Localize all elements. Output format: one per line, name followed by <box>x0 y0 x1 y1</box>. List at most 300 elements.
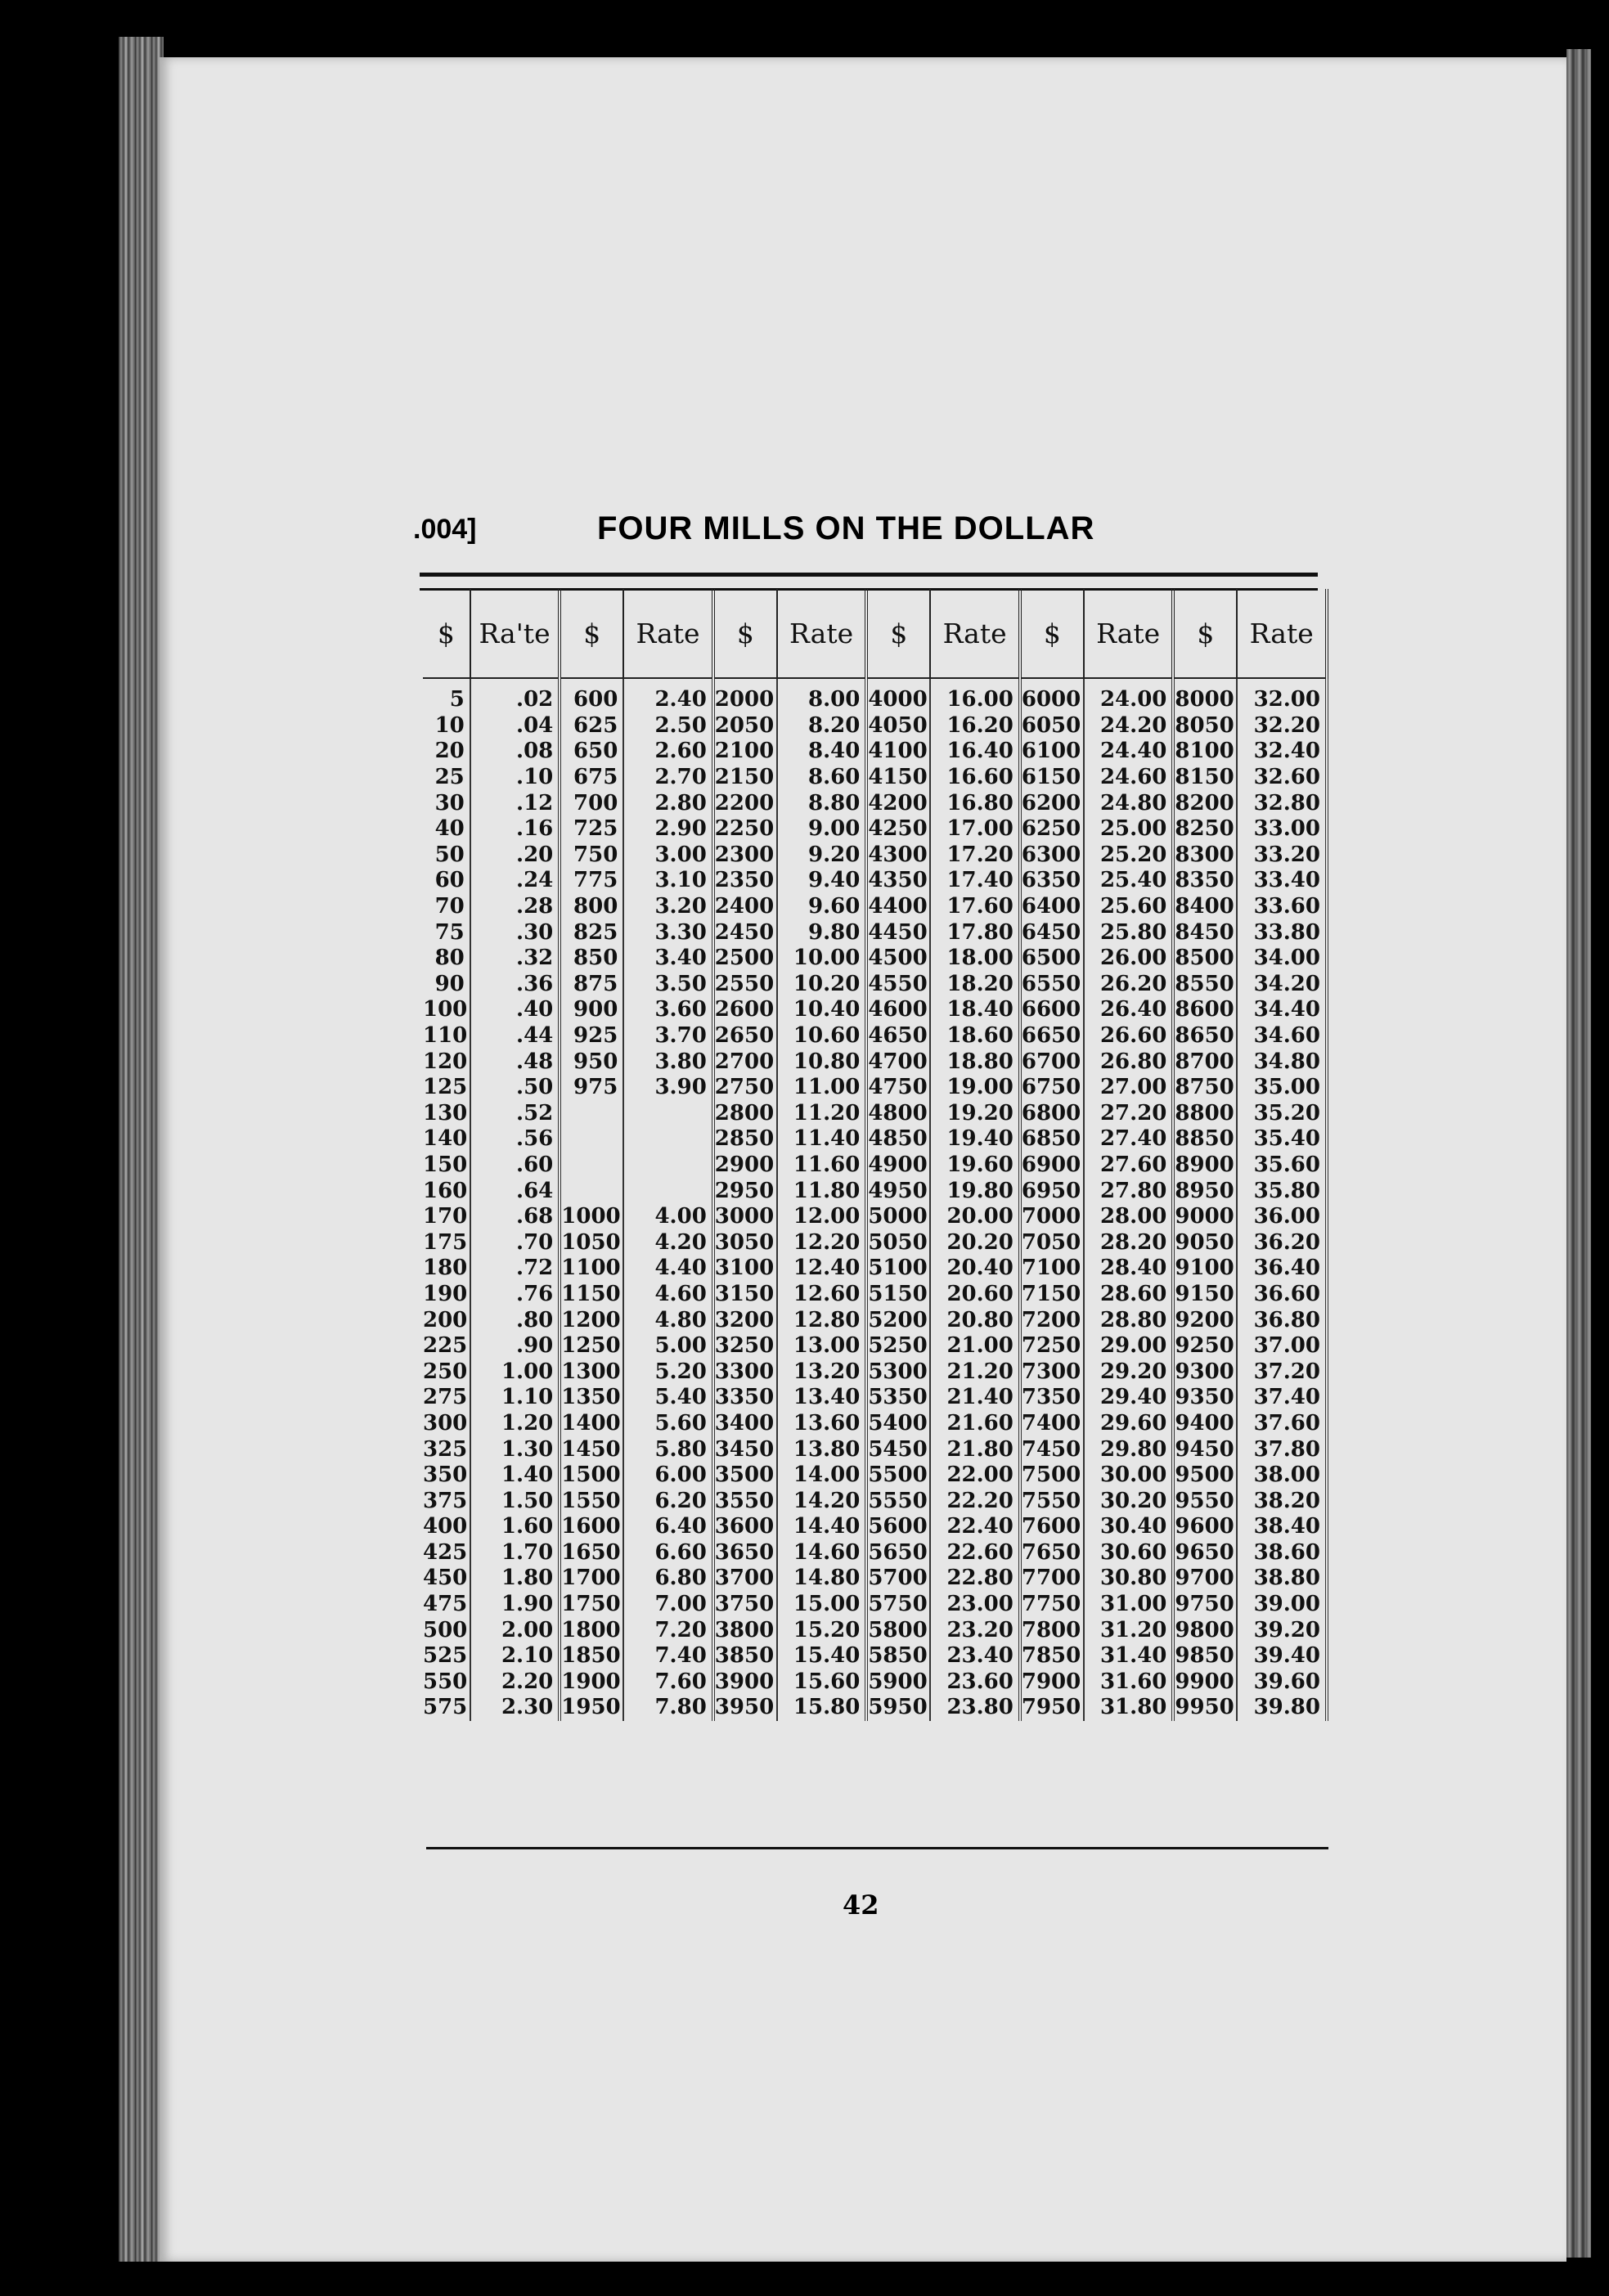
rate-cell: 3.30 <box>623 919 712 946</box>
amount-cell: 7000 <box>1020 1204 1084 1230</box>
rate-cell: 8.00 <box>777 678 866 713</box>
rate-cell: 14.40 <box>777 1514 866 1540</box>
rate-cell: 31.80 <box>1084 1695 1173 1721</box>
amount-cell: 8800 <box>1173 1101 1237 1127</box>
amount-cell: 20 <box>423 739 470 765</box>
rate-cell: 14.00 <box>777 1463 866 1489</box>
amount-cell: 8200 <box>1173 790 1237 816</box>
amount-cell: 2750 <box>713 1075 777 1101</box>
amount-cell: 7150 <box>1020 1282 1084 1308</box>
amount-cell: 250 <box>423 1359 470 1385</box>
rate-cell: 36.40 <box>1237 1256 1327 1282</box>
amount-cell: 9750 <box>1173 1592 1237 1618</box>
amount-cell: 400 <box>423 1514 470 1540</box>
amount-cell: 2650 <box>713 1023 777 1049</box>
rate-table <box>423 589 1328 1721</box>
amount-cell: 3050 <box>713 1229 777 1256</box>
amount-cell: 4100 <box>866 739 930 765</box>
rate-cell: 6.40 <box>623 1514 712 1540</box>
amount-cell: 4700 <box>866 1049 930 1075</box>
table-row <box>423 1669 1327 1696</box>
rate-cell: 15.20 <box>777 1617 866 1643</box>
amount-cell: 9250 <box>1173 1333 1237 1359</box>
amount-cell: 8550 <box>1173 972 1237 998</box>
amount-cell: 25 <box>423 765 470 791</box>
rate-cell: 37.60 <box>1237 1411 1327 1437</box>
column-header-dollar: $ <box>560 589 623 678</box>
page-title: FOUR MILLS ON THE DOLLAR <box>597 510 1095 546</box>
rate-cell: 25.60 <box>1084 894 1173 920</box>
rate-cell: 28.40 <box>1084 1256 1173 1282</box>
rate-cell: 2.10 <box>470 1643 560 1669</box>
amount-cell: 5300 <box>866 1359 930 1385</box>
rate-cell: 12.40 <box>777 1256 866 1282</box>
amount-cell: 325 <box>423 1436 470 1463</box>
rate-cell: 21.80 <box>930 1436 1019 1463</box>
amount-cell: 4350 <box>866 868 930 894</box>
rate-cell: 7.40 <box>623 1643 712 1669</box>
amount-cell <box>560 1178 623 1204</box>
table-row <box>423 997 1327 1023</box>
amount-cell: 3100 <box>713 1256 777 1282</box>
rate-cell: 6.00 <box>623 1463 712 1489</box>
rate-cell: 26.40 <box>1084 997 1173 1023</box>
table-row <box>423 1256 1327 1282</box>
rate-cell: 23.40 <box>930 1643 1019 1669</box>
amount-cell: 3450 <box>713 1436 777 1463</box>
amount-cell: 7700 <box>1020 1566 1084 1592</box>
column-header-dollar: $ <box>423 589 470 678</box>
rate-cell: 24.60 <box>1084 765 1173 791</box>
rate-cell: .56 <box>470 1126 560 1152</box>
rate-cell: 14.80 <box>777 1566 866 1592</box>
amount-cell: 4750 <box>866 1075 930 1101</box>
rate-cell: .24 <box>470 868 560 894</box>
amount-cell: 3650 <box>713 1540 777 1566</box>
amount-cell: 75 <box>423 919 470 946</box>
amount-cell: 350 <box>423 1463 470 1489</box>
amount-cell: 80 <box>423 946 470 972</box>
rate-cell: .02 <box>470 678 560 713</box>
rate-cell: 11.40 <box>777 1126 866 1152</box>
amount-cell: 525 <box>423 1643 470 1669</box>
amount-cell: 5650 <box>866 1540 930 1566</box>
rate-cell: 1.30 <box>470 1436 560 1463</box>
amount-cell: 8450 <box>1173 919 1237 946</box>
rate-cell: .50 <box>470 1075 560 1101</box>
amount-cell: 7900 <box>1020 1669 1084 1696</box>
rate-cell: .10 <box>470 765 560 791</box>
rate-cell: .90 <box>470 1333 560 1359</box>
rate-cell: 23.20 <box>930 1617 1019 1643</box>
rate-cell: 33.00 <box>1237 816 1327 842</box>
amount-cell: 5400 <box>866 1411 930 1437</box>
table-row <box>423 739 1327 765</box>
table-row <box>423 946 1327 972</box>
amount-cell: 475 <box>423 1592 470 1618</box>
amount-cell: 2250 <box>713 816 777 842</box>
rate-cell: 2.40 <box>623 678 712 713</box>
rate-cell: 7.60 <box>623 1669 712 1696</box>
amount-cell: 875 <box>560 972 623 998</box>
rate-cell: 37.00 <box>1237 1333 1327 1359</box>
rate-cell: 15.40 <box>777 1643 866 1669</box>
rate-cell: 26.00 <box>1084 946 1173 972</box>
column-header-rate: Rate <box>930 589 1019 678</box>
rate-cell: 1.10 <box>470 1385 560 1411</box>
amount-cell: 7950 <box>1020 1695 1084 1721</box>
rate-cell: 1.60 <box>470 1514 560 1540</box>
table-row <box>423 868 1327 894</box>
amount-cell: 1650 <box>560 1540 623 1566</box>
rate-cell: 3.20 <box>623 894 712 920</box>
rate-cell: 38.60 <box>1237 1540 1327 1566</box>
amount-cell: 7100 <box>1020 1256 1084 1282</box>
rate-cell: 13.00 <box>777 1333 866 1359</box>
table-row <box>423 1463 1327 1489</box>
rate-cell: 31.40 <box>1084 1643 1173 1669</box>
amount-cell: 6200 <box>1020 790 1084 816</box>
amount-cell: 2800 <box>713 1101 777 1127</box>
rate-cell: 39.00 <box>1237 1592 1327 1618</box>
table-row <box>423 1592 1327 1618</box>
amount-cell: 6550 <box>1020 972 1084 998</box>
rate-cell: 13.80 <box>777 1436 866 1463</box>
table-body <box>423 678 1327 1721</box>
amount-cell: 6900 <box>1020 1152 1084 1179</box>
amount-cell: 4400 <box>866 894 930 920</box>
rate-cell: 21.20 <box>930 1359 1019 1385</box>
amount-cell: 3300 <box>713 1359 777 1385</box>
rate-cell: 11.60 <box>777 1152 866 1179</box>
rate-cell: 38.20 <box>1237 1488 1327 1514</box>
amount-cell: 1300 <box>560 1359 623 1385</box>
rate-cell: 12.60 <box>777 1282 866 1308</box>
amount-cell: 8950 <box>1173 1178 1237 1204</box>
rate-cell: .40 <box>470 997 560 1023</box>
rate-cell: 32.60 <box>1237 765 1327 791</box>
amount-cell: 2150 <box>713 765 777 791</box>
rate-cell: 3.00 <box>623 842 712 869</box>
rate-cell: 29.40 <box>1084 1385 1173 1411</box>
amount-cell: 9400 <box>1173 1411 1237 1437</box>
rate-cell: 15.00 <box>777 1592 866 1618</box>
rate-cell: 36.20 <box>1237 1229 1327 1256</box>
amount-cell: 1550 <box>560 1488 623 1514</box>
amount-cell: 6450 <box>1020 919 1084 946</box>
table-row <box>423 1566 1327 1592</box>
amount-cell: 225 <box>423 1333 470 1359</box>
amount-cell: 190 <box>423 1282 470 1308</box>
amount-cell: 6500 <box>1020 946 1084 972</box>
table-row <box>423 790 1327 816</box>
rate-cell: 35.80 <box>1237 1178 1327 1204</box>
amount-cell: 975 <box>560 1075 623 1101</box>
column-header-rate: Rate <box>777 589 866 678</box>
rate-cell: 20.20 <box>930 1229 1019 1256</box>
rate-cell: 2.80 <box>623 790 712 816</box>
amount-cell: 8850 <box>1173 1126 1237 1152</box>
rate-cell: 10.20 <box>777 972 866 998</box>
rate-cell: 2.70 <box>623 765 712 791</box>
rate-cell: 29.20 <box>1084 1359 1173 1385</box>
column-header-rate: Rate <box>623 589 712 678</box>
amount-cell: 700 <box>560 790 623 816</box>
amount-cell: 6650 <box>1020 1023 1084 1049</box>
amount-cell: 1850 <box>560 1643 623 1669</box>
rate-cell: 27.80 <box>1084 1178 1173 1204</box>
rate-cell: 2.90 <box>623 816 712 842</box>
amount-cell: 1100 <box>560 1256 623 1282</box>
amount-cell: 90 <box>423 972 470 998</box>
rate-cell: 10.00 <box>777 946 866 972</box>
rate-cell: 38.40 <box>1237 1514 1327 1540</box>
amount-cell: 600 <box>560 678 623 713</box>
amount-cell: 3700 <box>713 1566 777 1592</box>
amount-cell: 3000 <box>713 1204 777 1230</box>
amount-cell: 275 <box>423 1385 470 1411</box>
rate-cell: 2.20 <box>470 1669 560 1696</box>
amount-cell: 5050 <box>866 1229 930 1256</box>
rate-cell: 19.60 <box>930 1152 1019 1179</box>
rate-cell: 9.60 <box>777 894 866 920</box>
table-header-row <box>423 589 1327 678</box>
rate-cell: 5.00 <box>623 1333 712 1359</box>
rate-cell: 12.20 <box>777 1229 866 1256</box>
amount-cell: 3750 <box>713 1592 777 1618</box>
amount-cell: 9700 <box>1173 1566 1237 1592</box>
amount-cell: 2900 <box>713 1152 777 1179</box>
amount-cell: 950 <box>560 1049 623 1075</box>
amount-cell: 300 <box>423 1411 470 1437</box>
amount-cell: 5 <box>423 678 470 713</box>
rate-cell: 8.40 <box>777 739 866 765</box>
rate-cell: 1.50 <box>470 1488 560 1514</box>
amount-cell: 4050 <box>866 713 930 739</box>
rate-cell: 24.80 <box>1084 790 1173 816</box>
amount-cell: 40 <box>423 816 470 842</box>
amount-cell: 5550 <box>866 1488 930 1514</box>
rate-cell: 12.80 <box>777 1307 866 1333</box>
amount-cell: 9000 <box>1173 1204 1237 1230</box>
rate-cell: 28.60 <box>1084 1282 1173 1308</box>
amount-cell: 7850 <box>1020 1643 1084 1669</box>
amount-cell: 1950 <box>560 1695 623 1721</box>
amount-cell: 2550 <box>713 972 777 998</box>
amount-cell: 2000 <box>713 678 777 713</box>
table-row <box>423 1617 1327 1643</box>
rate-cell: 37.20 <box>1237 1359 1327 1385</box>
amount-cell: 6600 <box>1020 997 1084 1023</box>
table-row <box>423 1436 1327 1463</box>
rate-cell: 3.80 <box>623 1049 712 1075</box>
rate-cell: 32.80 <box>1237 790 1327 816</box>
amount-cell: 1350 <box>560 1385 623 1411</box>
rate-cell: 26.60 <box>1084 1023 1173 1049</box>
amount-cell: 4200 <box>866 790 930 816</box>
amount-cell: 7450 <box>1020 1436 1084 1463</box>
amount-cell: 6050 <box>1020 713 1084 739</box>
amount-cell: 5350 <box>866 1385 930 1411</box>
header-double-rule <box>420 573 1318 591</box>
amount-cell: 9450 <box>1173 1436 1237 1463</box>
amount-cell: 140 <box>423 1126 470 1152</box>
amount-cell: 375 <box>423 1488 470 1514</box>
rate-cell: 31.00 <box>1084 1592 1173 1618</box>
amount-cell: 2450 <box>713 919 777 946</box>
amount-cell: 6800 <box>1020 1101 1084 1127</box>
amount-cell: 5600 <box>866 1514 930 1540</box>
amount-cell: 550 <box>423 1669 470 1696</box>
rate-cell: 12.00 <box>777 1204 866 1230</box>
amount-cell: 7600 <box>1020 1514 1084 1540</box>
rate-cell: 16.40 <box>930 739 1019 765</box>
amount-cell: 7200 <box>1020 1307 1084 1333</box>
rate-cell: 16.20 <box>930 713 1019 739</box>
amount-cell: 4150 <box>866 765 930 791</box>
amount-cell: 3250 <box>713 1333 777 1359</box>
rate-cell: 37.80 <box>1237 1436 1327 1463</box>
amount-cell: 4600 <box>866 997 930 1023</box>
amount-cell: 8600 <box>1173 997 1237 1023</box>
table-row <box>423 1333 1327 1359</box>
rate-cell: 27.60 <box>1084 1152 1173 1179</box>
amount-cell: 7500 <box>1020 1463 1084 1489</box>
table-row <box>423 713 1327 739</box>
amount-cell: 8350 <box>1173 868 1237 894</box>
rate-cell: 5.60 <box>623 1411 712 1437</box>
rate-cell: 28.00 <box>1084 1204 1173 1230</box>
table-row <box>423 678 1327 713</box>
rate-cell: .76 <box>470 1282 560 1308</box>
rate-cell: 8.20 <box>777 713 866 739</box>
amount-cell: 4850 <box>866 1126 930 1152</box>
rate-cell: 34.60 <box>1237 1023 1327 1049</box>
amount-cell: 2300 <box>713 842 777 869</box>
amount-cell: 1500 <box>560 1463 623 1489</box>
amount-cell: 4450 <box>866 919 930 946</box>
amount-cell: 3800 <box>713 1617 777 1643</box>
amount-cell: 8700 <box>1173 1049 1237 1075</box>
rate-cell: 16.60 <box>930 765 1019 791</box>
amount-cell: 4800 <box>866 1101 930 1127</box>
amount-cell: 625 <box>560 713 623 739</box>
rate-cell: 33.20 <box>1237 842 1327 869</box>
table-row <box>423 1488 1327 1514</box>
rate-cell: 29.80 <box>1084 1436 1173 1463</box>
rate-cell: 39.40 <box>1237 1643 1327 1669</box>
rate-cell: 25.20 <box>1084 842 1173 869</box>
amount-cell: 6750 <box>1020 1075 1084 1101</box>
amount-cell: 2700 <box>713 1049 777 1075</box>
amount-cell: 8500 <box>1173 946 1237 972</box>
rate-cell: 32.20 <box>1237 713 1327 739</box>
rate-cell: 10.80 <box>777 1049 866 1075</box>
rate-cell: 9.20 <box>777 842 866 869</box>
table-row <box>423 1514 1327 1540</box>
amount-cell: 150 <box>423 1152 470 1179</box>
rate-cell: .64 <box>470 1178 560 1204</box>
rate-cell: 38.00 <box>1237 1463 1327 1489</box>
rate-cell: 33.80 <box>1237 919 1327 946</box>
rate-cell: 15.60 <box>777 1669 866 1696</box>
amount-cell: 8050 <box>1173 713 1237 739</box>
amount-cell: 9200 <box>1173 1307 1237 1333</box>
amount-cell: 1900 <box>560 1669 623 1696</box>
rate-cell: 32.00 <box>1237 678 1327 713</box>
amount-cell: 7250 <box>1020 1333 1084 1359</box>
amount-cell: 2500 <box>713 946 777 972</box>
amount-cell: 1400 <box>560 1411 623 1437</box>
amount-cell: 5950 <box>866 1695 930 1721</box>
rate-cell: 34.80 <box>1237 1049 1327 1075</box>
rate-cell: 26.20 <box>1084 972 1173 998</box>
rate-cell: 37.40 <box>1237 1385 1327 1411</box>
amount-cell: 8300 <box>1173 842 1237 869</box>
rate-cell: 31.60 <box>1084 1669 1173 1696</box>
rate-cell: 18.40 <box>930 997 1019 1023</box>
rate-cell: 21.60 <box>930 1411 1019 1437</box>
amount-cell: 50 <box>423 842 470 869</box>
rate-cell: .52 <box>470 1101 560 1127</box>
amount-cell: 2850 <box>713 1126 777 1152</box>
amount-cell: 500 <box>423 1617 470 1643</box>
rate-cell: 9.80 <box>777 919 866 946</box>
amount-cell: 30 <box>423 790 470 816</box>
rate-cell: .36 <box>470 972 560 998</box>
amount-cell: 3550 <box>713 1488 777 1514</box>
amount-cell: 8400 <box>1173 894 1237 920</box>
rate-cell: 17.60 <box>930 894 1019 920</box>
rate-cell: 17.40 <box>930 868 1019 894</box>
rate-cell: .44 <box>470 1023 560 1049</box>
rate-cell: 15.80 <box>777 1695 866 1721</box>
amount-cell: 8100 <box>1173 739 1237 765</box>
table-row <box>423 1049 1327 1075</box>
rate-cell: 2.00 <box>470 1617 560 1643</box>
rate-cell: 14.60 <box>777 1540 866 1566</box>
rate-cell: 32.40 <box>1237 739 1327 765</box>
rate-cell <box>623 1178 712 1204</box>
rate-cell: 23.60 <box>930 1669 1019 1696</box>
rate-cell: 5.80 <box>623 1436 712 1463</box>
rate-cell: 16.80 <box>930 790 1019 816</box>
amount-cell: 9500 <box>1173 1463 1237 1489</box>
rate-cell: .72 <box>470 1256 560 1282</box>
amount-cell: 2200 <box>713 790 777 816</box>
rate-cell: 5.40 <box>623 1385 712 1411</box>
amount-cell: 5000 <box>866 1204 930 1230</box>
page-right-edge <box>1566 49 1591 2258</box>
column-header-rate: Rate <box>1237 589 1327 678</box>
amount-cell: 4250 <box>866 816 930 842</box>
amount-cell: 5800 <box>866 1617 930 1643</box>
rate-cell: 24.20 <box>1084 713 1173 739</box>
rate-cell: 35.60 <box>1237 1152 1327 1179</box>
amount-cell: 110 <box>423 1023 470 1049</box>
amount-cell: 120 <box>423 1049 470 1075</box>
amount-cell: 725 <box>560 816 623 842</box>
table-row <box>423 1643 1327 1669</box>
rate-cell: 30.00 <box>1084 1463 1173 1489</box>
rate-cell: 39.20 <box>1237 1617 1327 1643</box>
table-bottom-rule <box>426 1847 1328 1849</box>
rate-cell: .16 <box>470 816 560 842</box>
rate-cell: 3.40 <box>623 946 712 972</box>
table-row <box>423 1695 1327 1721</box>
amount-cell: 9550 <box>1173 1488 1237 1514</box>
rate-cell: 35.20 <box>1237 1101 1327 1127</box>
